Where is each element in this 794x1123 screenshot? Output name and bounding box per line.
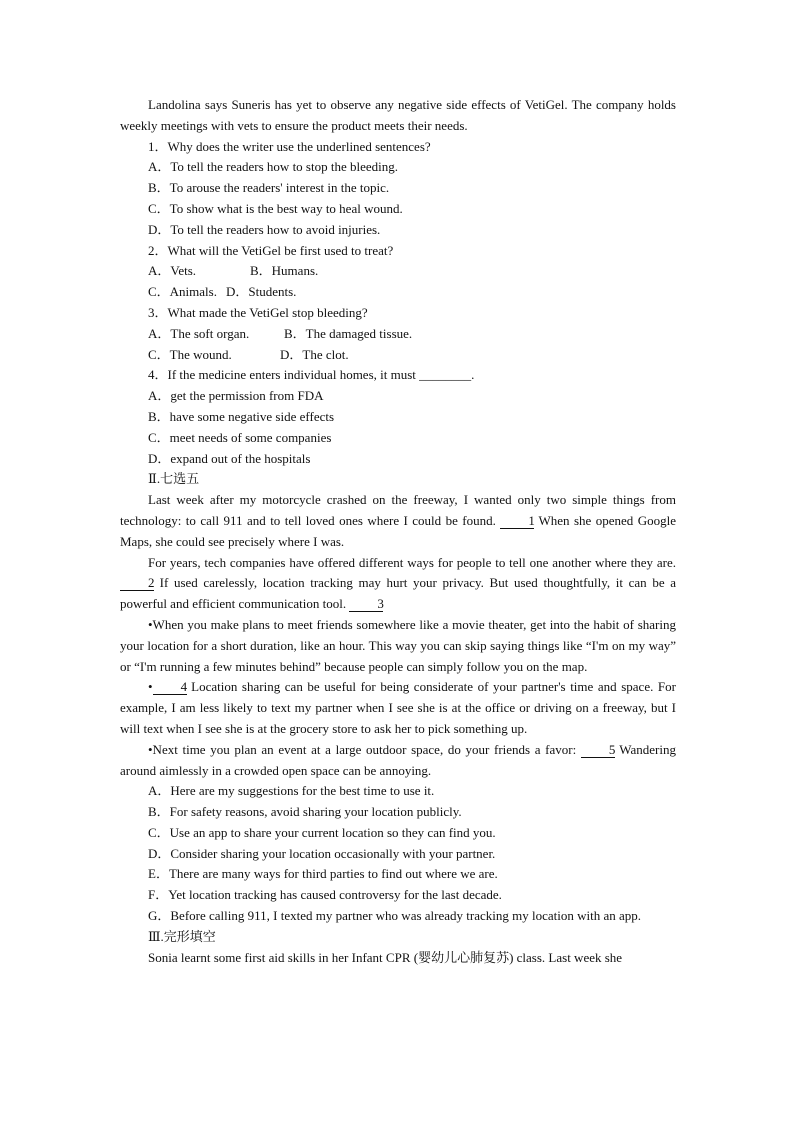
choice-f: F．Yet location tracking has caused controversy for the last decade. [148,887,502,903]
section-3-paragraph-1: Sonia learnt some first aid skills in her Infant CPR (婴幼儿心肺复苏) class. Last week she [148,949,623,965]
question-1-option-c: C．To show what is the best way to heal wound. [148,200,403,216]
question-2-option-a: A．Vets. [148,263,197,279]
cloze-paragraph-1 [120,490,676,552]
question-3-option-d: D．The clot. [280,346,349,362]
question-2-option-d: D．Students. [226,284,297,300]
question-4-option-c: C．meet needs of some companies [148,429,332,445]
blank-3: 3 [349,596,383,612]
question-2-option-b: B．Humans. [250,263,319,279]
cloze-text: For years, tech companies have offered different ways for people to tell one another where they are. [148,554,676,570]
question-3-option-b: B．The damaged tissue. [284,325,413,341]
tip-paragraph-1: •When you make plans to meet friends somewhere like a movie theater, get into the habit of sharing your location for a short duration, like an hour. This way you can skip saying things like “I'm on my way” or “I'm running a few minutes behind” because people can simply follow you on the map. [120,616,676,674]
question-4-option-b: B．have some negative side effects [148,408,335,424]
choice-e: E．There are many ways for third parties to find out where we are. [148,866,498,882]
tip-paragraph-2 [120,677,676,739]
cloze-text: •Next time you plan an event at a large outdoor space, do your friends a favor: [148,741,581,757]
choice-a: A．Here are my suggestions for the best time to use it. [148,783,435,799]
question-2-option-c: C．Animals. [148,284,217,300]
question-4-option-a: A．get the permission from FDA [148,388,324,404]
question-1-stem: 1．Why does the writer use the underlined sentences? [148,138,431,154]
question-2-options-cd [120,282,676,303]
cloze-text: If used carelessly, location tracking may hurt your privacy. But used thoughtfully, it can be a powerful and efficient communication tool. [120,575,676,612]
bullet: • [148,679,153,695]
choice-d: D．Consider sharing your location occasionally with your partner. [148,845,496,861]
section-2-heading: Ⅱ.七选五 [148,471,200,487]
choice-b: B．For safety reasons, avoid sharing your location publicly. [148,804,462,820]
choice-g: G．Before calling 911, I texted my partner who was already tracking my location with an app. [148,908,642,924]
question-2-options-ab [120,261,676,282]
tip-paragraph-3 [120,740,676,782]
question-1-option-b: B．To arouse the readers' interest in the topic. [148,180,390,196]
question-3-option-c: C．The wound. [148,346,232,362]
cloze-text: When she opened Google Maps, she could see precisely where I was. [120,512,676,549]
question-3-option-a: A．The soft organ. [148,325,250,341]
blank-1: 1 [500,513,534,529]
question-4-option-d: D．expand out of the hospitals [148,450,311,466]
question-1-option-d: D．To tell the readers how to avoid injuries. [148,221,381,237]
question-1-option-a: A．To tell the readers how to stop the bleeding. [148,159,399,175]
blank-4: 4 [153,679,187,695]
blank-2: 2 [120,575,154,591]
cloze-text: Last week after my motorcycle crashed on the freeway, I wanted only two simple things from technology: to call 911 and to tell loved ones where I could be found. [120,492,676,528]
question-4-stem: 4．If the medicine enters individual homes, it must ________. [148,367,475,383]
cloze-text: Location sharing can be useful for being considerate of your partner's time and space. For example, I am less likely to text my partner when I see she is at the office or driving on a freeway, but I will text when I see she is at the grocery store to ask her to pick something up. [120,679,676,736]
cloze-text: Wandering around aimlessly in a crowded open space can be annoying. [120,741,676,778]
section-3-heading: Ⅲ.完形填空 [148,928,216,944]
question-3-stem: 3．What made the VetiGel stop bleeding? [148,304,368,320]
choice-c: C．Use an app to share your current location so they can find you. [148,824,496,840]
question-3-options-ab [120,324,676,345]
blank-5: 5 [581,742,615,758]
passage-ending-paragraph: Landolina says Suneris has yet to observe any negative side effects of VetiGel. The company holds weekly meetings with vets to ensure the product meets their needs. [120,97,676,133]
document-page [120,95,676,968]
question-3-options-cd [120,345,676,366]
question-2-stem: 2．What will the VetiGel be first used to treat? [148,242,394,258]
cloze-paragraph-2 [120,553,676,615]
